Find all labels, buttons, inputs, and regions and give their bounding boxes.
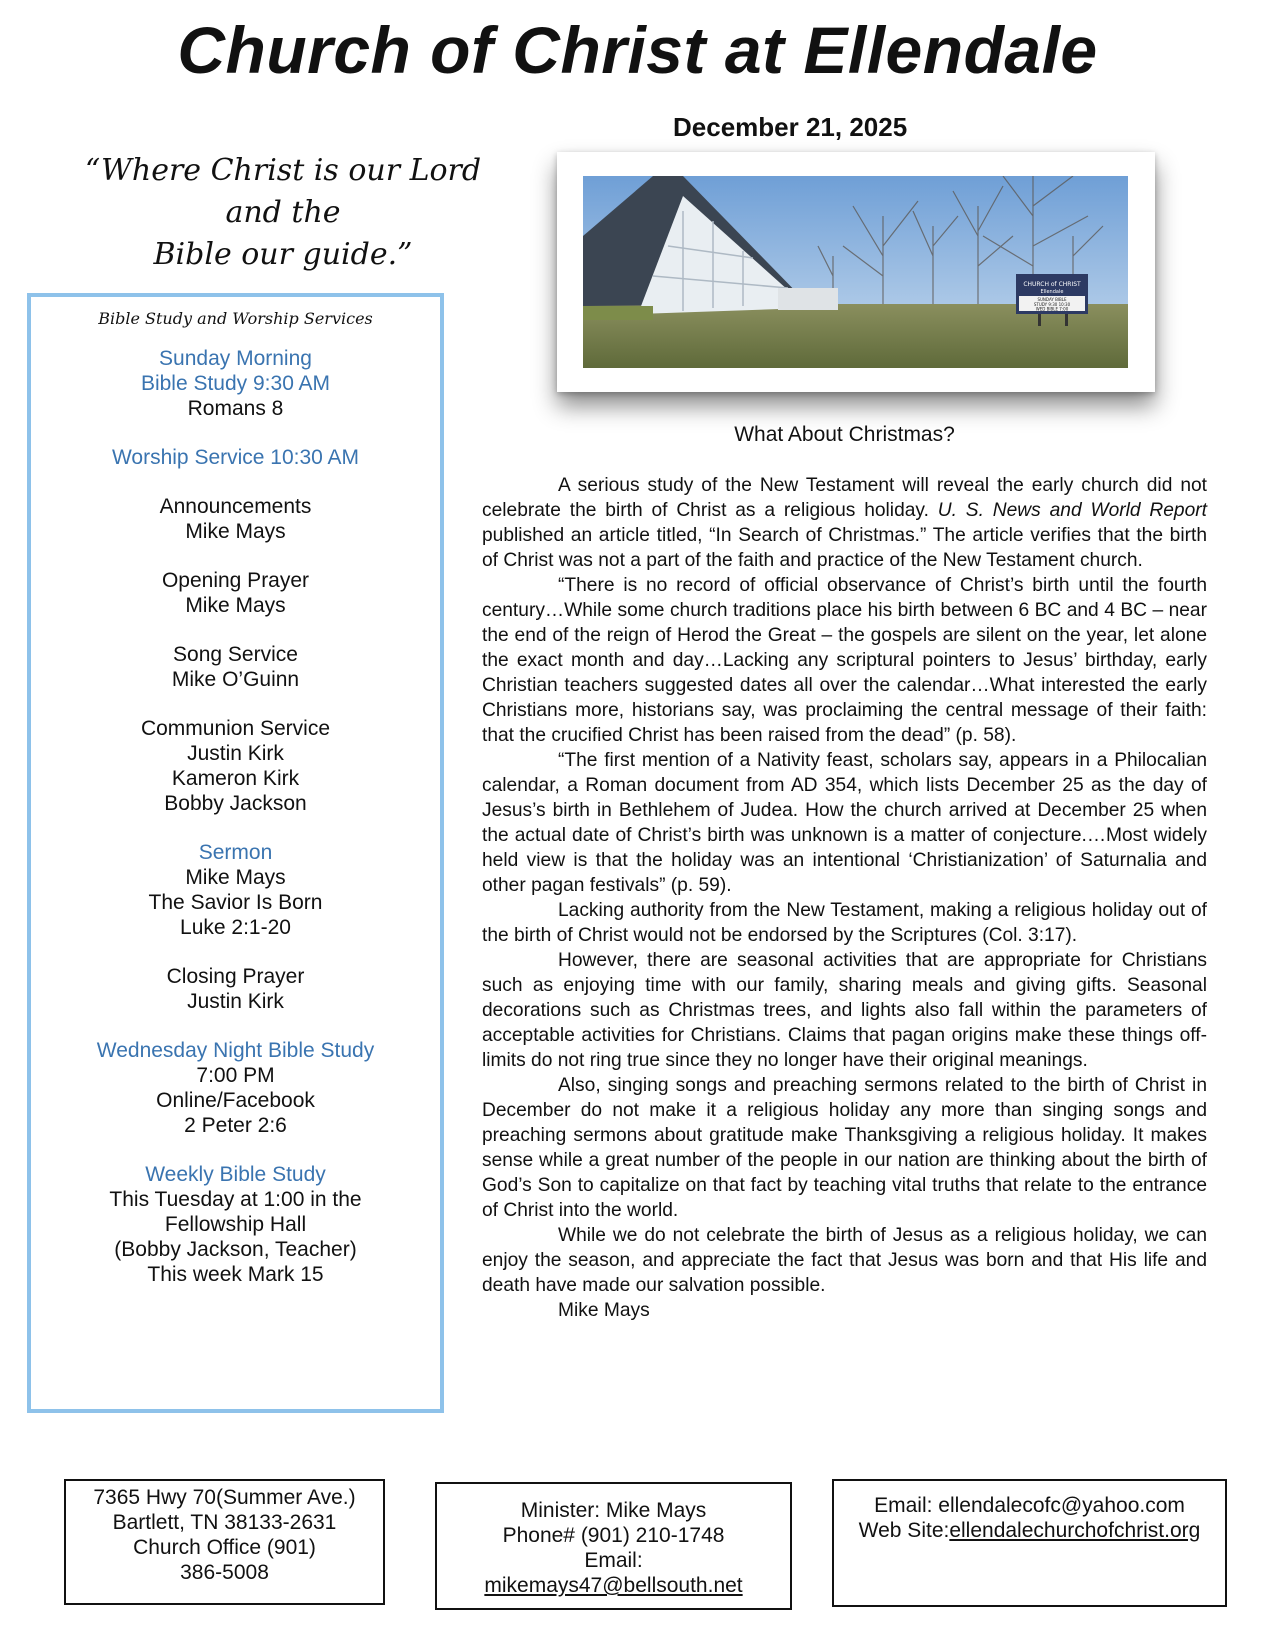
announcements-label: Announcements xyxy=(159,495,312,518)
church-office-phone: 386-5008 xyxy=(180,1561,269,1584)
song-service-name: Mike O’Guinn xyxy=(171,668,300,691)
bible-study-time: Bible Study 9:30 AM xyxy=(140,372,331,395)
tagline-line-1: “Where Christ is our Lord and the xyxy=(84,153,482,230)
address-box xyxy=(64,1479,385,1605)
article-title: What About Christmas? xyxy=(734,423,955,446)
wednesday-study-block xyxy=(31,1038,440,1138)
article-paragraph: “There is no record of official observance of Christ’s birth until the fourth century…While some church traditions place his birth between 6 BC and 4 BC – near the end of the reign of Herod the Great – the gospels are silent on the year, let alone the exact month and day…Lacking any scriptural pointers to Jesus’ birthday, early Christian teachers suggested dates all over the calendar…What interested the early Christians more, historians say, was proclaiming the central message of their faith: that the crucified Christ has been raised from the dead” (p. 58). xyxy=(482,575,1207,746)
page-title: Church of Christ at Ellendale xyxy=(177,13,1098,87)
minister-email-label: Email: xyxy=(584,1549,643,1572)
tagline-line-2: Bible our guide.” xyxy=(153,237,413,272)
website-label: Web Site: xyxy=(858,1519,950,1542)
communion-label: Communion Service xyxy=(140,717,331,740)
article-text: A serious study of the New Testament will reveal the early church did not celebrate the birth of Christ as a religious holiday. xyxy=(482,475,1207,521)
website-link[interactable]: ellendalechurchofchrist.org xyxy=(949,1519,1201,1542)
communion-name: Kameron Kirk xyxy=(171,767,300,790)
sign-line-3: SUNDAY BIBLE xyxy=(1037,297,1067,302)
sermon-label: Sermon xyxy=(198,841,273,864)
minister-box xyxy=(435,1482,792,1610)
sign-line-2: Ellendale xyxy=(1040,289,1064,295)
church-email[interactable]: Email: ellendalecofc@yahoo.com xyxy=(874,1494,1185,1517)
church-photo-frame xyxy=(557,152,1155,392)
closing-prayer-block xyxy=(31,964,440,1014)
tagline xyxy=(58,150,508,276)
weekly-label: Weekly Bible Study xyxy=(145,1163,326,1186)
article-body xyxy=(482,473,1207,1323)
wednesday-location: Online/Facebook xyxy=(156,1089,315,1112)
article-text: published an article titled, “In Search of Christmas.” The article verifies that the birth of Christ was not a part of the faith and practice of the New Testament church. xyxy=(482,525,1207,571)
weekly-line: (Bobby Jackson, Teacher) xyxy=(114,1238,357,1261)
sermon-speaker: Mike Mays xyxy=(185,866,286,889)
sermon-text: Luke 2:1-20 xyxy=(180,916,291,939)
worship-time: Worship Service 10:30 AM xyxy=(111,446,360,469)
closing-prayer-name: Justin Kirk xyxy=(187,990,284,1013)
sign-line-5: WED BIBLE 7:00 xyxy=(1035,306,1069,312)
church-building-image xyxy=(583,176,1128,368)
article-paragraph: Lacking authority from the New Testament, making a religious holiday out of the birth of Christ would not be endorsed by the Scriptures (Col. 3:17). xyxy=(482,900,1207,946)
website-line xyxy=(834,1518,1225,1543)
communion-name: Bobby Jackson xyxy=(164,792,307,815)
sign-line-4: STUDY 9:30 10:30 xyxy=(1033,302,1071,307)
publication-name: U. S. News and World Report xyxy=(937,500,1207,521)
opening-prayer-label: Opening Prayer xyxy=(161,569,310,592)
announcements-name: Mike Mays xyxy=(185,520,286,543)
article-paragraph xyxy=(482,473,1207,573)
weekly-line: This Tuesday at 1:00 in the xyxy=(109,1188,362,1211)
communion-block xyxy=(31,716,440,816)
sermon-title: The Savior Is Born xyxy=(148,891,323,914)
article-paragraph: Also, singing songs and preaching sermons related to the birth of Christ in December do not make it a religious holiday any more than singing songs and preaching sermons about gratitude make Thanksgiving a religious holiday. It makes sense while a great number of the people in our nation are thinking about the birth of God’s Son to capitalize on that fact by teaching vital truths that relate to the entrance of Christ into the world. xyxy=(482,1075,1207,1221)
opening-prayer-name: Mike Mays xyxy=(185,594,286,617)
sign-line-1: CHURCH of CHRIST xyxy=(1023,281,1081,288)
church-photo xyxy=(583,176,1128,368)
wednesday-label: Wednesday Night Bible Study xyxy=(96,1039,375,1062)
weekly-study-block xyxy=(31,1162,440,1287)
sunday-bible-study-block xyxy=(31,346,440,421)
services-box xyxy=(27,293,444,1413)
minister-name: Minister: Mike Mays xyxy=(520,1499,707,1522)
address-line: 7365 Hwy 70(Summer Ave.) xyxy=(93,1486,356,1509)
closing-prayer-label: Closing Prayer xyxy=(166,965,305,988)
sermon-block xyxy=(31,840,440,940)
church-office-phone: Church Office (901) xyxy=(133,1536,316,1559)
article-paragraph: However, there are seasonal activities that are appropriate for Christians such as enjoying time with our family, sharing meals and giving gifts. Seasonal decorations such as Christmas trees, and lights also fall within the parameters of acceptable activities for Christians. Claims that pagan origins make these things off-limits do not ring true since they no longer have their original meanings. xyxy=(482,950,1207,1071)
song-service-label: Song Service xyxy=(173,643,298,666)
article-paragraph: “The first mention of a Nativity feast, scholars say, appears in a Philocalian calendar, a Roman document from AD 354, which lists December 25 as the day of Jesus’s birth in Bethlehem of Judea. How the church arrived at December 25 when the actual date of Christ’s birth was unknown is a matter of conjecture.…Most widely held view is that the holiday was an intentional ‘Christianization’ of Saturnalia and other pagan festivals” (p. 59). xyxy=(482,750,1207,896)
song-service-block xyxy=(31,642,440,692)
wednesday-time: 7:00 PM xyxy=(196,1064,275,1087)
weekly-line: Fellowship Hall xyxy=(164,1213,307,1236)
contact-box xyxy=(832,1479,1227,1607)
article-signature: Mike Mays xyxy=(558,1300,650,1321)
bible-study-text: Romans 8 xyxy=(187,397,284,420)
announcements-block xyxy=(31,494,440,544)
bulletin-date: December 21, 2025 xyxy=(673,112,908,142)
minister-phone: Phone# (901) 210-1748 xyxy=(502,1524,725,1547)
wednesday-text: 2 Peter 2:6 xyxy=(184,1114,287,1137)
minister-email-link[interactable]: mikemays47@bellsouth.net xyxy=(484,1574,743,1597)
worship-service-block xyxy=(31,445,440,470)
opening-prayer-block xyxy=(31,568,440,618)
communion-name: Justin Kirk xyxy=(187,742,284,765)
weekly-line: This week Mark 15 xyxy=(147,1263,324,1286)
sunday-morning-label: Sunday Morning xyxy=(159,347,312,370)
services-heading: Bible Study and Worship Services xyxy=(98,309,373,328)
article-paragraph: While we do not celebrate the birth of Jesus as a religious holiday, we can enjoy the season, and appreciate the fact that Jesus was born and that His life and death have made our salvation possible. xyxy=(482,1225,1207,1296)
address-line: Bartlett, TN 38133-2631 xyxy=(112,1511,337,1534)
